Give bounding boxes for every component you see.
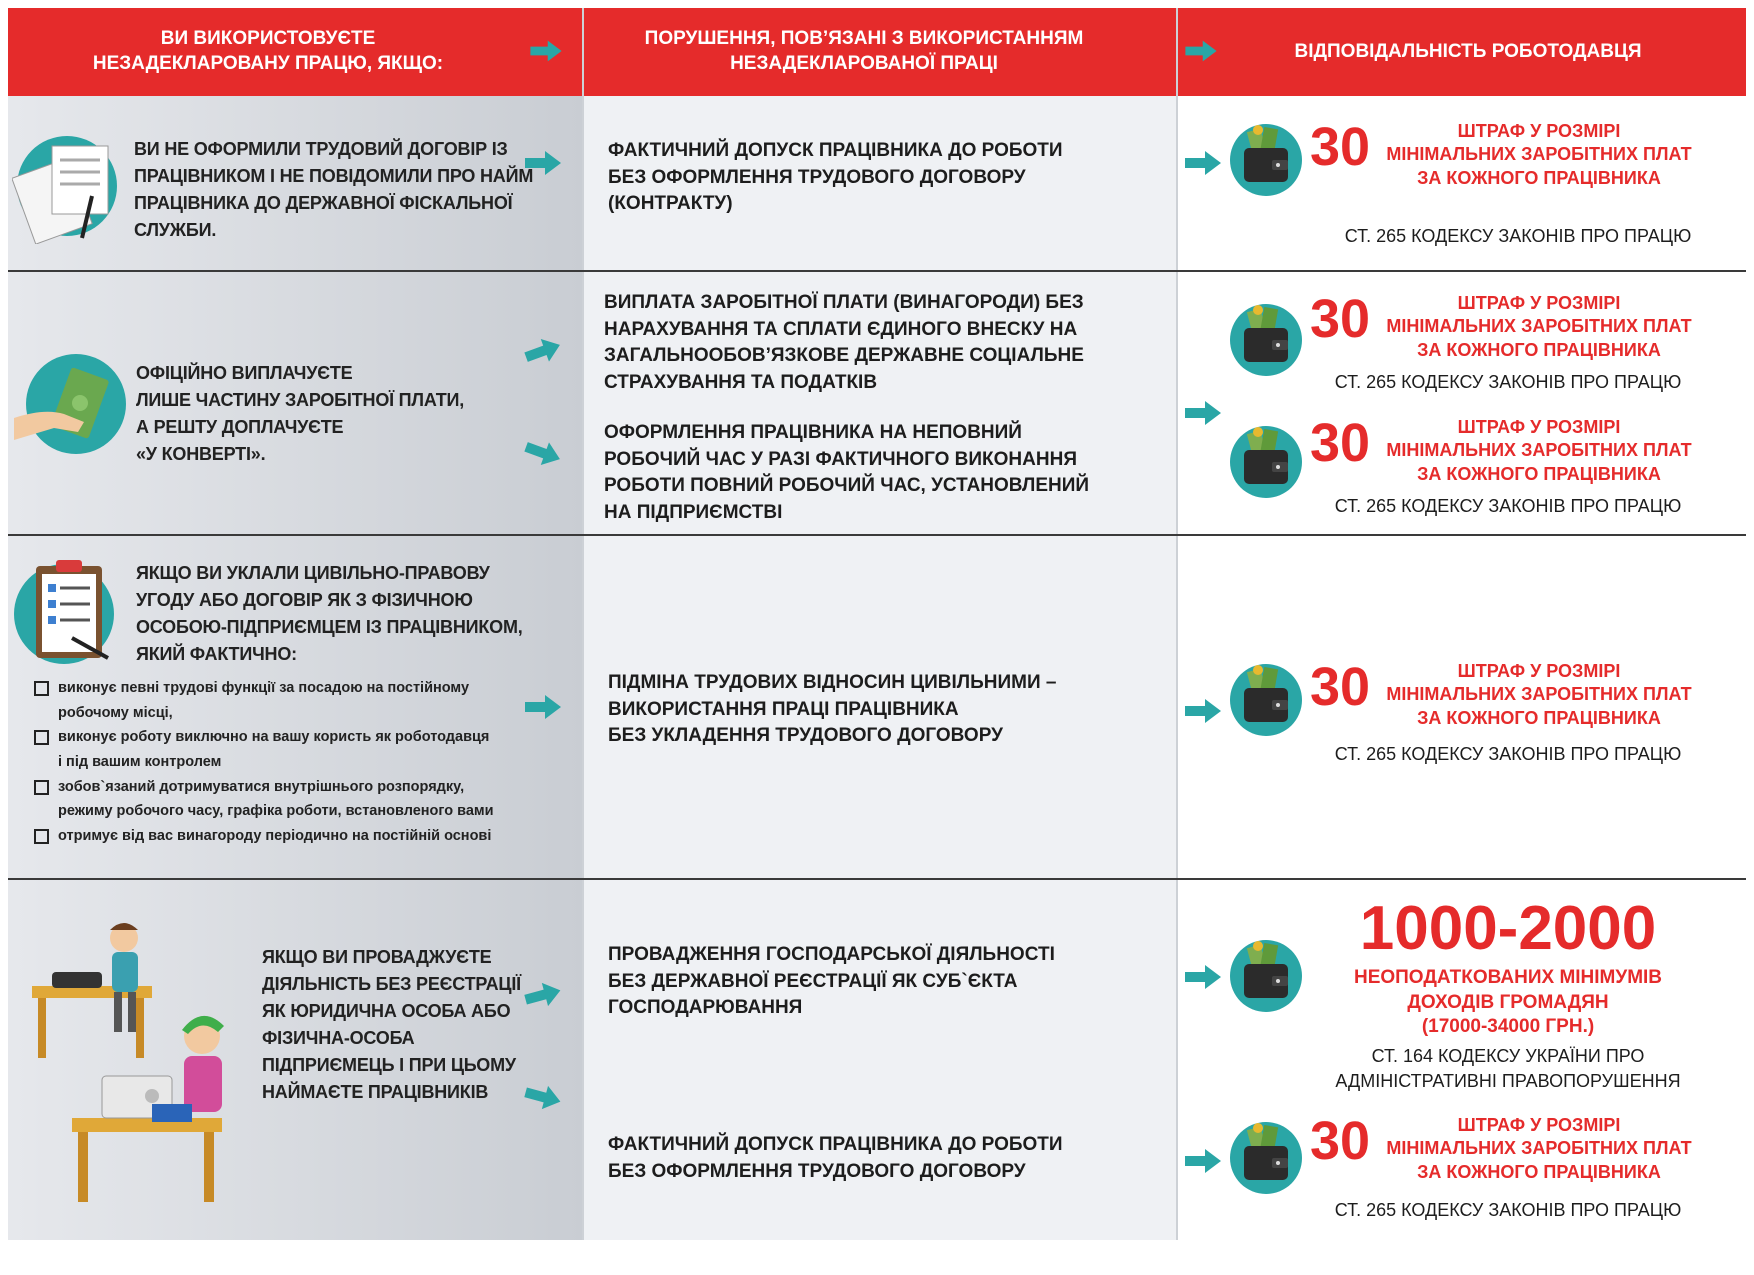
leaflet-sheet — [8, 8, 1746, 1240]
row4-big-fine-amount: 1000-2000 — [1359, 894, 1657, 963]
column-divider — [582, 8, 584, 1240]
row4-big-fine-text: НЕОПОДАТКОВАНИХ МІНІМУМІВ ДОХОДІВ ГРОМАДЯН (17000-34000 ГРН.) — [1353, 967, 1663, 1038]
row4-violation-b: ФАКТИЧНИЙ ДОПУСК ПРАЦІВНИКА ДО РОБОТИ БЕЗ ОФОРМЛЕННЯ ТРУДОВОГО ДОГОВОРУ — [608, 1134, 1063, 1182]
fine-text: ШТРАФ У РОЗМІРІ МІНІМАЛЬНИХ ЗАРОБІТНИХ ПЛАТ ЗА КОЖНОГО ПРАЦІВНИКА — [1386, 417, 1692, 484]
row1-condition: ВИ НЕ ОФОРМИЛИ ТРУДОВИЙ ДОГОВІР ІЗ ПРАЦІВНИКОМ І НЕ ПОВІДОМИЛИ ПРО НАЙМ ПРАЦІВНИКА ДО ДЕРЖАВНОЇ ФІСКАЛЬНОЇ СЛУЖБИ. — [134, 139, 534, 240]
header-col1: ВИ ВИКОРИСТОВУЄТЕ НЕЗАДЕКЛАРОВАНУ ПРАЦЮ, ЯКЩО: — [92, 28, 444, 74]
list-item: виконує роботу виключно на вашу користь як роботодавця і під вашим контролем — [30, 725, 550, 774]
wallet-icon — [1228, 120, 1304, 196]
fine-amount: 30 — [1310, 657, 1371, 717]
fine-text: ШТРАФ У РОЗМІРІ МІНІМАЛЬНИХ ЗАРОБІТНИХ ПЛАТ ЗА КОЖНОГО ПРАЦІВНИКА — [1386, 1115, 1692, 1182]
row4-violation-a: ПРОВАДЖЕННЯ ГОСПОДАРСЬКОЇ ДІЯЛЬНОСТІ БЕЗ ДЕРЖАВНОЇ РЕЄСТРАЦІЇ ЯК СУБ`ЄКТА ГОСПОДАРЮВАННЯ — [608, 944, 1055, 1019]
row2-violation-b: ОФОРМЛЕННЯ ПРАЦІВНИКА НА НЕПОВНИЙ РОБОЧИЙ ЧАС У РАЗІ ФАКТИЧНОГО ВИКОНАННЯ РОБОТИ ПОВНИЙ РОБОЧИЙ ЧАС, УСТАНОВЛЕНИЙ НА ПІДПРИЄМСТВІ — [604, 422, 1090, 523]
wallet-icon — [1228, 660, 1304, 736]
checkbox-icon — [34, 681, 49, 696]
arrow-icon — [1183, 148, 1223, 178]
row3-law: СТ. 265 КОДЕКСУ ЗАКОНІВ ПРО ПРАЦЮ — [1334, 744, 1682, 764]
fine-text: ШТРАФ У РОЗМІРІ МІНІМАЛЬНИХ ЗАРОБІТНИХ ПЛАТ ЗА КОЖНОГО ПРАЦІВНИКА — [1386, 293, 1692, 360]
arrow-icon — [1183, 962, 1223, 992]
list-item: зобов`язаний дотримуватися внутрішнього розпорядку, режиму робочого часу, графіка роботи, встановленого вами — [30, 775, 550, 824]
arrow-icon — [523, 692, 563, 722]
row2-fine-b — [1310, 413, 1710, 496]
list-item: отримує від вас винагороду періодично на постійній основі — [30, 824, 550, 849]
row-divider — [8, 270, 1746, 272]
row2-law-b: СТ. 265 КОДЕКСУ ЗАКОНІВ ПРО ПРАЦЮ — [1334, 496, 1682, 516]
row-divider — [8, 534, 1746, 536]
row3-fine — [1310, 657, 1710, 740]
wallet-icon — [1228, 300, 1304, 376]
col2-background — [584, 96, 1176, 1240]
wallet-icon — [1228, 1118, 1304, 1194]
row2-violation-a: ВИПЛАТА ЗАРОБІТНОЇ ПЛАТИ (ВИНАГОРОДИ) БЕЗ НАРАХУВАННЯ ТА СПЛАТИ ЄДИНОГО ВНЕСКУ НА ЗАГАЛЬНООБОВ’ЯЗКОВЕ ДЕРЖАВНЕ СОЦІАЛЬНЕ СТРАХУВАННЯ ТА ПОДАТКІВ — [604, 292, 1084, 393]
arrow-icon — [1183, 398, 1223, 428]
fine-amount: 30 — [1310, 289, 1371, 349]
arrow-icon — [1183, 696, 1223, 726]
checkbox-icon — [34, 780, 49, 795]
header-arrow-icon — [528, 38, 564, 64]
row4-fine — [1310, 1111, 1710, 1194]
row2-fine-a — [1310, 289, 1710, 372]
checkbox-icon — [34, 730, 49, 745]
row4-big-fine-law: СТ. 164 КОДЕКСУ УКРАЇНИ ПРО АДМІНІСТРАТИВНІ ПРАВОПОРУШЕННЯ — [1335, 1046, 1681, 1092]
header-col3: ВІДПОВІДАЛЬНІСТЬ РОБОТОДАВЦЯ — [1294, 40, 1642, 62]
fine-amount: 30 — [1310, 413, 1371, 473]
document-pen-icon — [12, 126, 122, 244]
wallet-icon — [1228, 422, 1304, 498]
row2-law-a: СТ. 265 КОДЕКСУ ЗАКОНІВ ПРО ПРАЦЮ — [1334, 372, 1682, 392]
fine-text: ШТРАФ У РОЗМІРІ МІНІМАЛЬНИХ ЗАРОБІТНИХ ПЛАТ ЗА КОЖНОГО ПРАЦІВНИКА — [1386, 121, 1692, 188]
clipboard-icon — [12, 552, 124, 670]
column-divider — [1176, 8, 1178, 1240]
row2-condition: ОФІЦІЙНО ВИПЛАЧУЄТЕ ЛИШЕ ЧАСТИНУ ЗАРОБІТНОЇ ПЛАТИ, А РЕШТУ ДОПЛАЧУЄТЕ «У КОНВЕРТІ». — [136, 363, 465, 464]
checkbox-icon — [34, 829, 49, 844]
row4-condition: ЯКЩО ВИ ПРОВАДЖУЄТЕ ДІЯЛЬНІСТЬ БЕЗ РЕЄСТРАЦІЇ ЯК ЮРИДИЧНА ОСОБА АБО ФІЗИЧНА-ОСОБА ПІДПРИЄМЕЦЬ І ПРИ ЦЬОМУ НАЙМАЄТЕ ПРАЦІВНИКІВ — [262, 947, 521, 1102]
fine-text: ШТРАФ У РОЗМІРІ МІНІМАЛЬНИХ ЗАРОБІТНИХ ПЛАТ ЗА КОЖНОГО ПРАЦІВНИКА — [1386, 661, 1692, 728]
header-arrow-icon — [1183, 38, 1219, 64]
workshop-workers-icon — [32, 908, 262, 1208]
row1-fine — [1310, 117, 1710, 200]
list-item: виконує певні трудові функції за посадою на постійному робочому місці, — [30, 676, 550, 725]
money-hand-icon — [14, 348, 126, 460]
row-divider — [8, 878, 1746, 880]
header-col2: ПОРУШЕННЯ, ПОВ’ЯЗАНІ З ВИКОРИСТАННЯМ НЕЗАДЕКЛАРОВАНОЇ ПРАЦІ — [644, 28, 1084, 74]
row3-criteria-list — [30, 676, 550, 848]
fine-amount: 30 — [1310, 117, 1371, 177]
row3-violation: ПІДМІНА ТРУДОВИХ ВІДНОСИН ЦИВІЛЬНИМИ – ВИКОРИСТАННЯ ПРАЦІ ПРАЦІВНИКА БЕЗ УКЛАДЕННЯ ТРУДОВОГО ДОГОВОРУ — [608, 672, 1057, 747]
row3-condition: ЯКЩО ВИ УКЛАЛИ ЦИВІЛЬНО-ПРАВОВУ УГОДУ АБО ДОГОВІР ЯК З ФІЗИЧНОЮ ОСОБОЮ-ПІДПРИЄМЦЕМ ІЗ ПРАЦІВНИКОМ, ЯКИЙ ФАКТИЧНО: — [136, 563, 523, 664]
wallet-icon — [1228, 936, 1304, 1012]
arrow-icon — [523, 148, 563, 178]
row1-law: СТ. 265 КОДЕКСУ ЗАКОНІВ ПРО ПРАЦЮ — [1344, 226, 1692, 246]
row4-law: СТ. 265 КОДЕКСУ ЗАКОНІВ ПРО ПРАЦЮ — [1334, 1200, 1682, 1220]
arrow-icon — [1183, 1146, 1223, 1176]
fine-amount: 30 — [1310, 1111, 1371, 1171]
row1-violation: ФАКТИЧНИЙ ДОПУСК ПРАЦІВНИКА ДО РОБОТИ БЕЗ ОФОРМЛЕННЯ ТРУДОВОГО ДОГОВОРУ (КОНТРАКТУ) — [608, 140, 1063, 215]
